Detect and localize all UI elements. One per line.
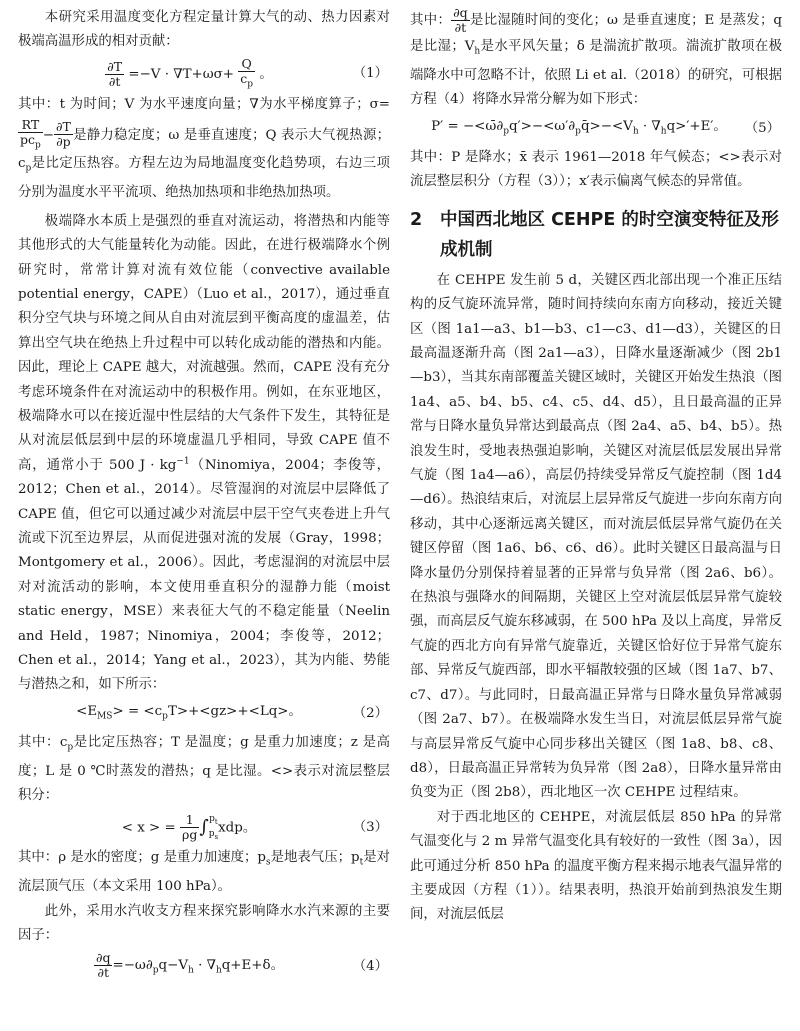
eq-text: q>′+E′。 <box>666 118 727 134</box>
equation-number: （1） <box>352 65 388 81</box>
paragraph <box>18 846 390 899</box>
subscript: p <box>67 742 74 753</box>
eq-text: · ∇ <box>193 957 216 973</box>
text-span: 是对流层顶气压（本文采用 100 hPa）。 <box>18 850 391 895</box>
eq-sub: p <box>503 126 510 137</box>
eq-sub: h <box>215 965 222 976</box>
text-span: 是比湿随时间的变化；ω 是垂直速度；E 是蒸发；q 是比湿；V <box>410 13 782 54</box>
equation-number: （5） <box>744 121 780 137</box>
frac-den: ∂p <box>56 134 71 150</box>
frac-num: ∂q <box>453 5 468 20</box>
section-title: 中国西北地区 CEHPE 的时空演变特征及形成机制 <box>440 209 779 260</box>
text-span: 其中：ρ 是水的密度；g 是重力加速度；p <box>18 850 266 866</box>
paragraph: 其中：t 为时间；V 为水平速度向量；∇为水平梯度算子；σ= $\frac{RT}{pc_p}$ − $\frac{\partial T}{\partial p}$ 是静力稳定度；ω 是垂直速度；Q 表示大气视热源；$c_p$是比定压热容。方程左边为局地温度变化趋势项，右边三项分别为温度水平平流项、绝热加热项和非绝热加热项。 <box>18 97 390 201</box>
eq-text: P′ = −<ω̄∂ <box>431 118 504 134</box>
subscript: t <box>359 858 364 869</box>
right-column <box>410 6 782 928</box>
equation-number: （2） <box>352 706 388 722</box>
eq-text: T>+<gz>+<Lq>。 <box>167 703 302 719</box>
text-span: 其中：t 为时间；V 为水平速度向量；∇为水平梯度算子；σ= <box>18 97 390 113</box>
subscript: s <box>265 858 271 869</box>
int-top: p <box>209 813 215 824</box>
text-span: 是水平风矢量；δ 是湍流扩散项。湍流扩散项在极端降水中可忽略不计，依照 Li et al.（2018）的研究，可根据方程（4）将降水异常分解为如下形式： <box>410 39 782 108</box>
paragraph <box>410 6 782 113</box>
frac-num: ∂q <box>96 949 111 965</box>
equation-3: < x > = $\frac{1}{\rho g}$ ∫ $p_t$ $p_s$ xdp。 （3） <box>121 812 388 843</box>
eq-text: q−V <box>158 957 189 973</box>
eq-sub: p <box>162 711 168 722</box>
frac-den: pc <box>20 131 36 147</box>
eq-text: · ∇ <box>638 118 661 134</box>
text-span: 其中：c <box>18 734 68 750</box>
equation-2 <box>18 700 390 729</box>
integral-sign: ∫ <box>199 816 209 838</box>
paragraph <box>18 731 390 809</box>
eq-text: > = <c <box>112 703 163 719</box>
int-bot: p <box>208 828 215 839</box>
eq1-q-den: c <box>240 70 248 86</box>
text-span: （Ninomiya，2004；李俊等，2012；Chen et al.，2014）。尽管湿润的对流层中层降低了 CAPE 值，但它可以通过减少对流层中层干空气夹卷进上升气流或下沉至边界层，从而促进强对流的发展（Gray，1998；Montgomery et al.，2006）。因此，考虑湿润的对流层中层对对流活动的影响，本文使用垂直积分的湿静力能（moist static energy，MSE）来表征大气的不稳定能量（Neelin and Held，1987；Ninomiya，2004；李俊等，2012；Chen et al.，2014；Yang et al.，2023），其为内能、势能与潜热之和，如下所示： <box>18 457 390 693</box>
text-span: 是地表气压；p <box>270 850 360 866</box>
paragraph <box>18 210 390 698</box>
paragraph: 此外，采用水汽收支方程来探究影响降水水汽来源的主要因子： <box>18 903 390 944</box>
eq-text: =−ω∂ <box>112 957 153 973</box>
subscript: h <box>474 46 481 57</box>
eq-text: <E <box>76 703 98 719</box>
text-span: 极端降水本质上是强烈的垂直对流运动，将潜热和内能等其他形式的大气能量转化为动能。因此，在进行极端降水个例研究时，常常计算对流有效位能（convective available potential energy，CAPE）（Luo et al.，2017），通过垂直积分空气块与环境之间从自由对流层到平衡高度的虚温差，估算出空气块在绝热上升过程中可以转化成动能的潜热和内能。因此，理论上 CAPE 越大，对流越强。然而，CAPE 没有充分考虑环境条件在对流运动中的积极作用。例如，在东亚地区，极端降水可以在接近湿中性层结的大气条件下发生，其特征是从对流层低层到中层的环境虚温几乎相同，导致 CAPE 值不高，通常小于 500 J · kg <box>18 213 390 473</box>
paragraph: 在 CEHPE 发生前 5 d，关键区西北部出现一个准正压结构的反气旋环流异常，随时间持续向东南方向移动，接近关键区（图 1a1—a3、b1—b3、c1—c3、d1—d3），关键区的日最高温逐渐升高（图 2a1—a3），日降水量逐渐减少（图 2b1—b3），当其东南部覆盖关键区域时，关键区开始发生热浪（图 1a4、a5、b4、b5、c4、c5、d4、d5），且日最高温的正异常与日降水量负异常达到最高点（图 2a4、a5、b4、b5）。热浪发生时，受地表热强迫影响，关键区对流层低层发展出异常气旋（图 1a4—a6），高层仍持续受异常反气旋控制（图 1d4—d6）。热浪结束后，对流层上层异常反气旋进一步向东南方向移动，其中心逐渐远离关键区，而对流层低层异常气旋仍在关键区停留（图 1a6、b6、c6、d6）。此时关键区日最高温与日降水量仍分别保持着显著的正异常与负异常（图 2a6、b6）。在热浪与强降水的间隔期，关键区上空对流层低层异常气旋较强，而高层反气旋东移减弱，在 500 hPa 及以上高度，异常反气旋的西北方向有异常气旋靠近，关键区恰好位于异常气旋东部、异常反气旋西部，即水平辐散较强的区域（图 1a7、b7、c7、d7）。与此同时，日最高温正异常与日降水量负异常减弱（图 2a7、b7）。在极端降水发生当日，对流层低层异常气旋与高层异常反气旋中心同步移出关键区（图 1a8、b8、c8、d8），日最高温正异常转为负异常（图 2a8），日降水量异常由负变为正（图 2b8），西北地区一次 CEHPE 过程结束。 <box>410 272 782 801</box>
section-heading <box>410 205 782 265</box>
text-span: 其中： <box>410 13 452 28</box>
eq-text: xdp。 <box>218 820 257 836</box>
eq-sub: h <box>632 126 639 137</box>
eq-sub: p <box>152 965 159 976</box>
eq1-lhs-num: ∂T <box>107 58 123 74</box>
eq-sub: h <box>660 126 667 137</box>
eq1-end: 。 <box>259 66 273 82</box>
frac-den: ∂t <box>97 964 109 980</box>
equation-5 <box>410 115 782 144</box>
eq-text: < x > = <box>121 820 176 836</box>
text-span: 是比定压热容。方程左边为局地温度变化趋势项，右边三项分别为温度水平平流项、绝热加热项和非绝热加热项。 <box>18 156 390 201</box>
eq-text: q′>−<ω′∂ <box>509 118 576 134</box>
eq1-mid: =−V · ∇T+ωσ+ <box>128 66 235 82</box>
frac-num: ∂T <box>56 119 71 135</box>
eq1-q-num: Q <box>238 57 255 72</box>
equation-number: （4） <box>352 958 388 974</box>
eq-text: q̄>−<V <box>580 118 633 134</box>
equation-4 <box>18 951 390 983</box>
eq-sub: p <box>575 126 581 137</box>
eq1-lhs-den: ∂t <box>108 73 121 89</box>
frac-num: RT <box>18 118 43 133</box>
eq-sub: MS <box>97 711 113 722</box>
paragraph: 对于西北地区的 CEHPE，对流层低层 850 hPa 的异常气温变化与 2 m 异常气温变化具有较好的一致性（图 3a），因此可通过分析 850 hPa 的温度平衡方程来揭示地表气温异常的主要成因（方程（1））。结果表明，热浪开始前到热浪发生期间，对流层低层 <box>410 809 782 923</box>
left-column <box>18 6 390 985</box>
superscript: −1 <box>176 456 190 467</box>
paragraph: 本研究采用温度变化方程定量计算大气的动、热力因素对极端高温形成的相对贡献： <box>18 10 390 50</box>
eq-sub: h <box>188 965 194 976</box>
frac-den: ∂t <box>454 20 467 35</box>
text-span: − <box>42 127 55 143</box>
section-number: 2 <box>410 209 423 230</box>
text-span: 是比定压热容；T 是温度；g 是重力加速度；z 是高度；L 是 0 ℃时蒸发的潜热；q 是比湿。<>表示对流层整层积分： <box>18 734 390 804</box>
frac-den: ρg <box>182 827 198 843</box>
eq-text: q+E+δ。 <box>221 957 284 973</box>
frac-num: 1 <box>180 813 199 828</box>
equation-1: $\frac{\partial T}{\partial t}$ =−V · ∇T+ωσ+ $\frac{Q}{c_p}$ 。 （1） <box>107 55 388 90</box>
paragraph: 其中：P 是降水；x̄ 表示 1961—2018 年气候态；<>表示对流层整层积分（方程（3））；x′表示偏离气候态的异常值。 <box>410 149 782 190</box>
equation-number: （3） <box>352 819 388 835</box>
text-span: 是静力稳定度；ω 是垂直速度；Q 表示大气视热源；c <box>18 127 390 172</box>
